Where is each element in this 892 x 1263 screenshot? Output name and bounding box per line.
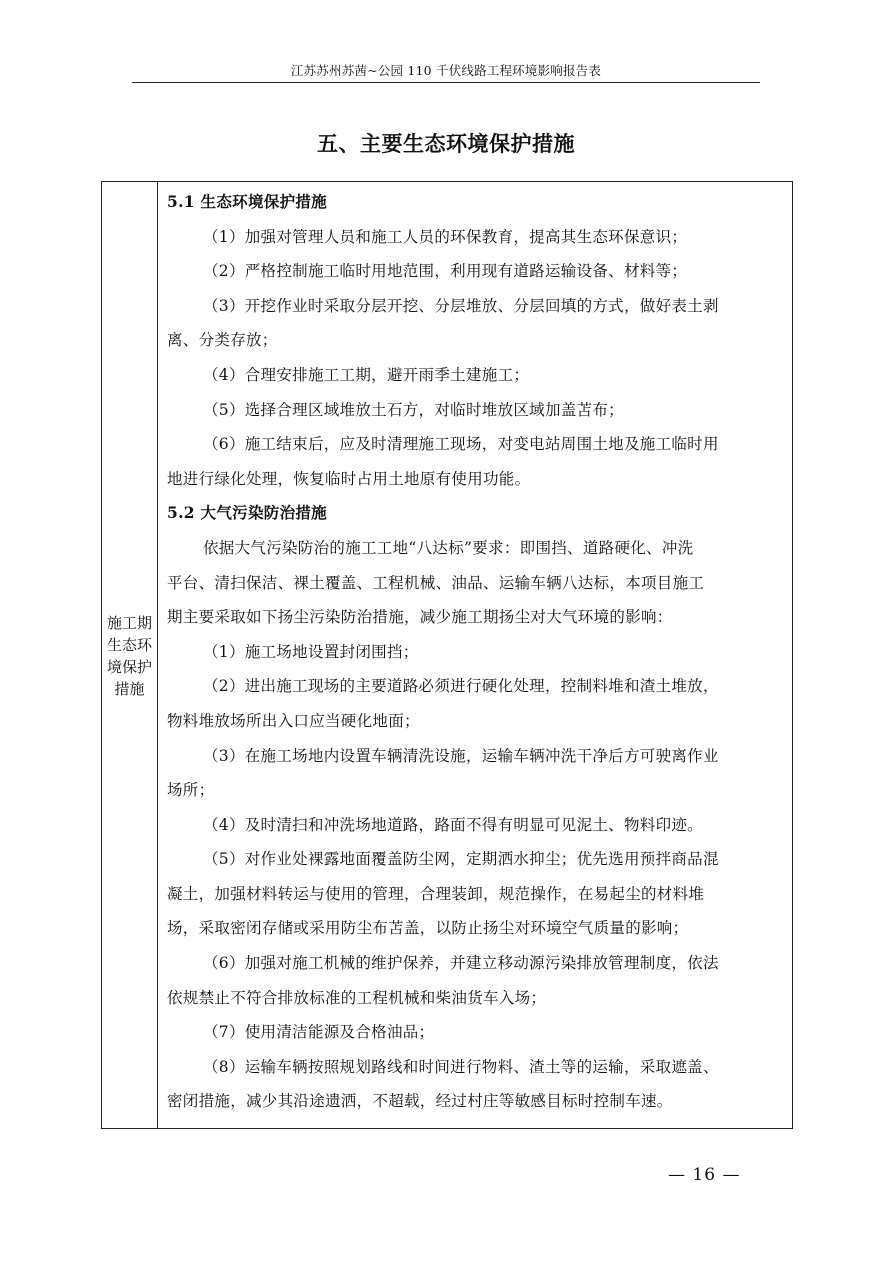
text-line: （3）开挖作业时采取分层开挖、分层堆放、分层回填的方式，做好表土剥 — [203, 296, 719, 315]
text-line: （6）加强对施工机械的维护保养，并建立移动源污染排放管理制度，依法 — [203, 954, 719, 973]
text-line: （4）合理安排施工工期，避开雨季土建施工； — [203, 365, 530, 384]
text-line: （5）对作业处裸露地面覆盖防尘网，定期洒水抑尘；优先选用预拌商品混 — [203, 850, 719, 869]
text-line: 物料堆放场所出入口应当硬化地面； — [167, 711, 420, 730]
text-line: （2）严格控制施工临时用地范围，利用现有道路运输设备、材料等； — [203, 262, 688, 281]
text-line: 依规禁止不符合排放标准的工程机械和柴油货车入场； — [167, 988, 547, 1007]
text-line: （4）及时清扫和冲洗场地道路，路面不得有明显可见泥土、物料印迹。 — [203, 815, 703, 834]
text-line: （7）使用清洁能源及合格油品； — [203, 1023, 435, 1042]
text-line: 离、分类存放； — [167, 331, 278, 350]
text-line: （1）施工场地设置封闭围挡； — [203, 642, 419, 661]
section-heading: 5.1 生态环境保护措施 — [167, 192, 327, 211]
text-line: 场，采取密闭存储或采用防尘布苫盖，以防止扬尘对环境空气质量的影响； — [167, 919, 689, 938]
text-line: （1）加强对管理人员和施工人员的环保教育，提高其生态环保意识； — [203, 227, 688, 246]
text-line: 依据大气污染防治的施工工地“八达标”要求：即围挡、道路硬化、冲洗 — [203, 538, 694, 557]
text-line: 平台、清扫保洁、裸土覆盖、工程机械、油品、运输车辆八达标，本项目施工 — [167, 573, 705, 592]
text-line: （2）进出施工现场的主要道路必须进行硬化处理，控制料堆和渣土堆放， — [203, 677, 719, 696]
row-label-line: 境保护 — [106, 658, 152, 676]
row-label-line: 施工期 — [106, 614, 152, 632]
row-label-cell — [102, 182, 158, 1128]
section-heading: 5.2 大气污染防治措施 — [167, 503, 327, 523]
text-line: 场所； — [167, 781, 215, 800]
text-line: 密闭措施，减少其沿途遗洒，不超载，经过村庄等敏感目标时控制车速。 — [167, 1092, 673, 1111]
measures-table — [101, 181, 793, 1129]
text-line: 期主要采取如下扬尘污染防治措施，减少施工期扬尘对大气环境的影响： — [167, 608, 673, 627]
text-line: （8）运输车辆按照规划路线和时间进行物料、渣土等的运输，采取遮盖、 — [203, 1057, 719, 1076]
header-rule — [132, 82, 760, 83]
text-line: （3）在施工场地内设置车辆清洗设施，运输车辆冲洗干净后方可驶离作业 — [203, 746, 719, 765]
text-line: （6）施工结束后，应及时清理施工现场，对变电站周围土地及施工临时用 — [203, 435, 719, 454]
row-label — [102, 612, 157, 700]
measures-content-cell — [167, 185, 787, 1119]
section-title: 五、主要生态环境保护措施 — [317, 131, 575, 156]
text-line: 地进行绿化处理，恢复临时占用土地原有使用功能。 — [167, 469, 531, 488]
report-header: 江苏苏州苏茜~公园 110 千伏线路工程环境影响报告表 — [290, 63, 602, 78]
text-line: （5）选择合理区域堆放土石方，对临时堆放区域加盖苫布； — [203, 400, 624, 419]
text-line: 凝土，加强材料转运与使用的管理，合理装卸，规范操作，在易起尘的材料堆 — [167, 884, 705, 903]
page-number: — 16 — — [668, 1165, 741, 1185]
row-label-line: 措施 — [114, 680, 145, 698]
row-label-line: 生态环 — [106, 636, 152, 654]
